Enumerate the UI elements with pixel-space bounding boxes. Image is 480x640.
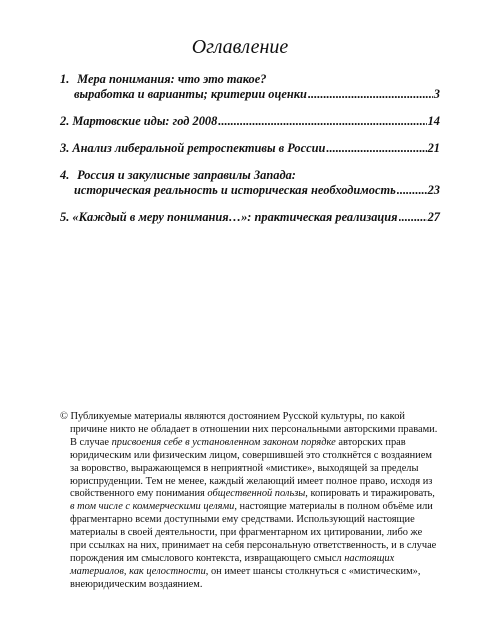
notice-emphasis: общественной пользы (207, 488, 306, 500)
toc-page-number: 21 (427, 141, 440, 155)
toc-entry-2[interactable] (60, 114, 440, 129)
toc-leader-dots (218, 114, 426, 129)
toc-entry-title-line: Россия и закулисные заправилы Запада: (77, 168, 296, 182)
toc-entry-5[interactable] (60, 210, 440, 225)
toc-leader-dots (326, 141, 426, 156)
notice-emphasis: настоящих материалов, как целостности (70, 552, 395, 577)
toc-entry-3[interactable] (60, 141, 440, 156)
page-title: Оглавление (191, 36, 289, 58)
toc-entry-title: историческая реальность и историческая необходимость (74, 183, 396, 197)
copyright-notice (60, 411, 440, 592)
toc-entry-number: 2. (60, 114, 70, 128)
notice-emphasis: присвоения себе в установленном законом порядке (111, 436, 336, 448)
toc-leader-dots (399, 210, 427, 225)
toc-page-number: 23 (427, 183, 440, 197)
notice-emphasis: в том числе с коммерческими целями (70, 501, 235, 513)
toc-entry-title: выработка и варианты; критерии оценки (74, 87, 307, 101)
toc-entry-title: «Каждый в меру понимания…»: практическая реализация (72, 210, 398, 224)
toc-entry-number: 3. (60, 141, 70, 155)
toc-entry-number: 5. (60, 210, 70, 224)
toc-entry-number: 1. (60, 72, 70, 86)
toc-leader-dots (308, 87, 433, 102)
toc-leader-dots (397, 183, 427, 198)
toc-entry-title: Мартовские иды: год 2008 (72, 114, 218, 128)
toc-entry-title-line: Мера понимания: что это такое? (77, 72, 267, 86)
toc-entry-number: 4. (60, 168, 70, 182)
notice-text: , он имеет шансы столкнуться с «мистическим», внеюридическим воздаянием. (70, 565, 421, 590)
toc-entry-1[interactable] (60, 72, 440, 102)
toc-page-number: 3 (433, 87, 440, 101)
notice-text: авторских прав юридическим или физическим лицом, совершившей это столкнётся с воздаянием за воровство, выражающемся в неприятной «мистике», выходящей за пределы юриспруденции. Тем не менее, каждый желающий имеет полное право, исходя из свойственного ему понимания (70, 436, 433, 500)
notice-text: , копировать и тиражировать, (305, 488, 435, 500)
notice-text: , настоящие материалы в полном объёме или фрагментарно всеми доступными ему средствами. Использующий настоящие материалы в своей деятельности, при фрагментарном их цитировании, либо же при ссылках на них, принимает на себя персональную ответственность, и в случае порождения им смыслового контекста, извращающего смысл (70, 501, 437, 564)
table-of-contents (60, 72, 440, 237)
toc-entry-title: Анализ либеральной ретроспективы в России (72, 141, 326, 155)
notice-text: © Публикуемые материалы являются достоянием Русской культуры, по какой причине никто не обладает в отношении них персональными авторскими правами. В случае (60, 411, 438, 448)
toc-page-number: 27 (427, 210, 440, 224)
toc-entry-4[interactable] (60, 168, 440, 198)
toc-page-number: 14 (427, 114, 440, 128)
